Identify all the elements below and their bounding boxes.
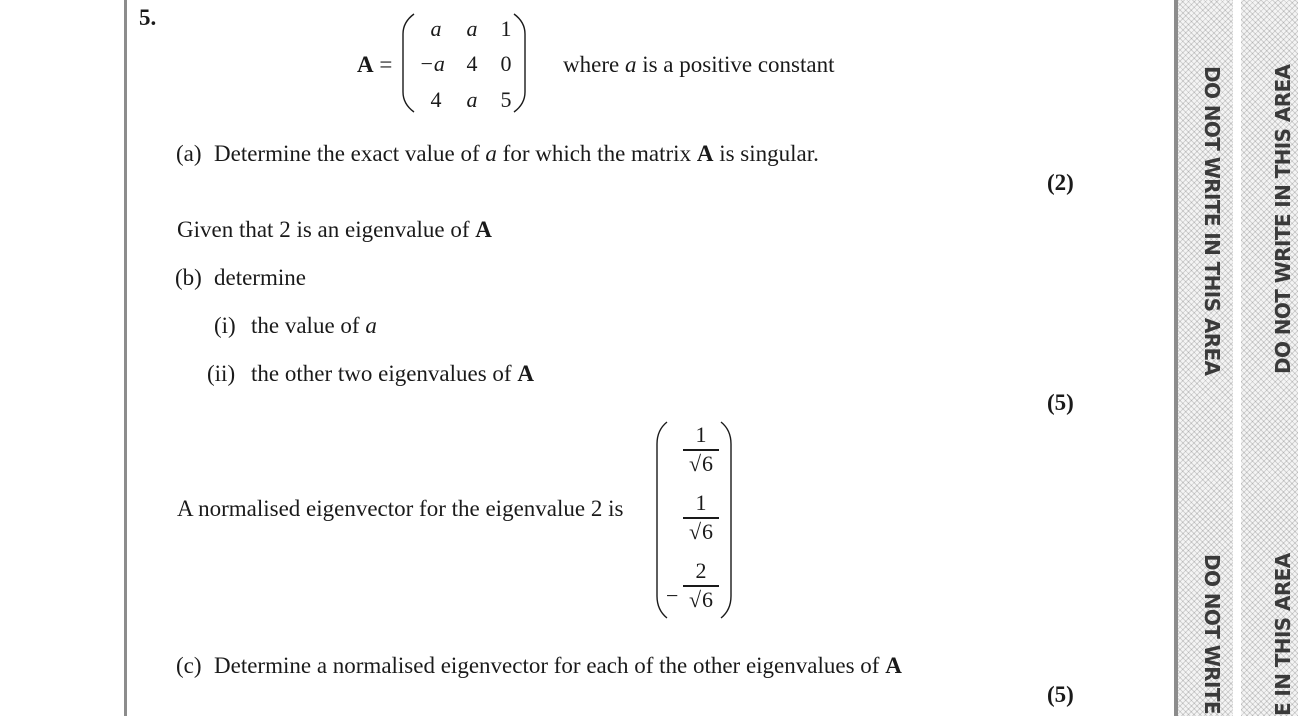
- margin-gap: [1233, 0, 1241, 716]
- part-c: [176, 654, 902, 677]
- part-a: [176, 142, 819, 165]
- part-a-text-after: is singular.: [713, 141, 819, 166]
- where-var: a: [624, 52, 637, 77]
- part-c-label: (c): [176, 653, 202, 678]
- matrix-equals: =: [379, 52, 393, 77]
- matrix-a: [402, 12, 526, 114]
- part-b-ii: [207, 362, 534, 385]
- sqrt-icon: √: [688, 450, 702, 476]
- margin-warning-top-left: DO NOT WRITE IN THIS AREA: [1200, 66, 1224, 376]
- part-a-matrix-name: A: [696, 141, 714, 166]
- page-border-left: [124, 0, 127, 716]
- part-b-ii-label: (ii): [207, 361, 236, 386]
- matrix-lhs: [357, 52, 392, 78]
- part-c-text: Determine a normalised eigenvector for each of the other eigenvalues of: [214, 653, 886, 678]
- part-b-marks: (5): [1047, 390, 1074, 415]
- matrix-cell-r2c1: −a: [419, 51, 445, 76]
- matrix-cell-r1c3: 1: [500, 16, 512, 41]
- part-a-text-mid: for which the matrix: [496, 141, 697, 166]
- eigenvector-entry-2: [681, 492, 721, 543]
- matrix-cell-r2c2: 4: [466, 51, 478, 76]
- where-suffix: is a positive constant: [636, 52, 835, 77]
- eigenvector-text: A normalised eigenvector for the eigenvalue 2 is: [177, 496, 624, 521]
- margin-warning-bottom-right: E IN THIS AREA: [1271, 553, 1295, 716]
- matrix-cell-r3c1: 4: [430, 87, 442, 112]
- given-text: Given that 2 is an eigenvalue of: [177, 217, 476, 242]
- where-prefix: where: [563, 52, 625, 77]
- margin-warning-top-right: DO NOT WRITE IN THIS AREA: [1271, 64, 1295, 374]
- part-c-marks: (5): [1047, 682, 1074, 707]
- part-b-ii-text: the other two eigenvalues of: [251, 361, 518, 386]
- part-a-label: (a): [176, 141, 202, 166]
- eigenvector-entry-3-den: √6: [688, 586, 714, 612]
- given-statement: [177, 218, 492, 241]
- part-b-i-var: a: [365, 313, 377, 338]
- matrix-cell-r3c2: a: [466, 87, 478, 112]
- part-b-label: (b): [175, 265, 202, 290]
- eigenvector-entry-1: [681, 424, 721, 475]
- part-b-text: determine: [214, 265, 306, 290]
- part-b-i-text: the value of: [251, 313, 366, 338]
- given-matrix-name: A: [475, 217, 492, 242]
- matrix-cell-r1c1: a: [430, 16, 442, 41]
- part-a-text-before: Determine the exact value of: [214, 141, 486, 166]
- part-b-i: [214, 314, 377, 337]
- sqrt-icon: √: [688, 518, 702, 544]
- margin-warning-bottom-left: DO NOT WRITE: [1200, 554, 1224, 714]
- eigenvector-entry-2-num: 1: [695, 490, 707, 515]
- matrix-cell-r1c2: a: [466, 16, 478, 41]
- part-a-var: a: [485, 141, 497, 166]
- part-b-ii-matrix-name: A: [517, 361, 534, 386]
- sqrt-icon: √: [688, 586, 702, 612]
- matrix-cell-r2c3: 0: [500, 51, 512, 76]
- eigenvector-column: [655, 420, 733, 620]
- matrix-cell-r3c3: 5: [500, 87, 512, 112]
- question-number: 5.: [139, 5, 157, 30]
- part-b: [175, 266, 306, 289]
- matrix-name: A: [357, 52, 374, 77]
- eigenvector-entry-1-den: √6: [688, 450, 714, 476]
- eigenvector-entry-1-num: 1: [695, 422, 707, 447]
- eigenvector-entry-3-sign: −: [666, 583, 679, 608]
- matrix-condition: [563, 52, 834, 78]
- part-c-matrix-name: A: [885, 653, 902, 678]
- eigenvector-entry-3-num: 2: [695, 558, 707, 583]
- eigenvector-entry-3: [681, 560, 721, 611]
- eigenvector-entry-2-den: √6: [688, 518, 714, 544]
- part-b-i-label: (i): [214, 313, 236, 338]
- part-a-marks: (2): [1047, 170, 1074, 195]
